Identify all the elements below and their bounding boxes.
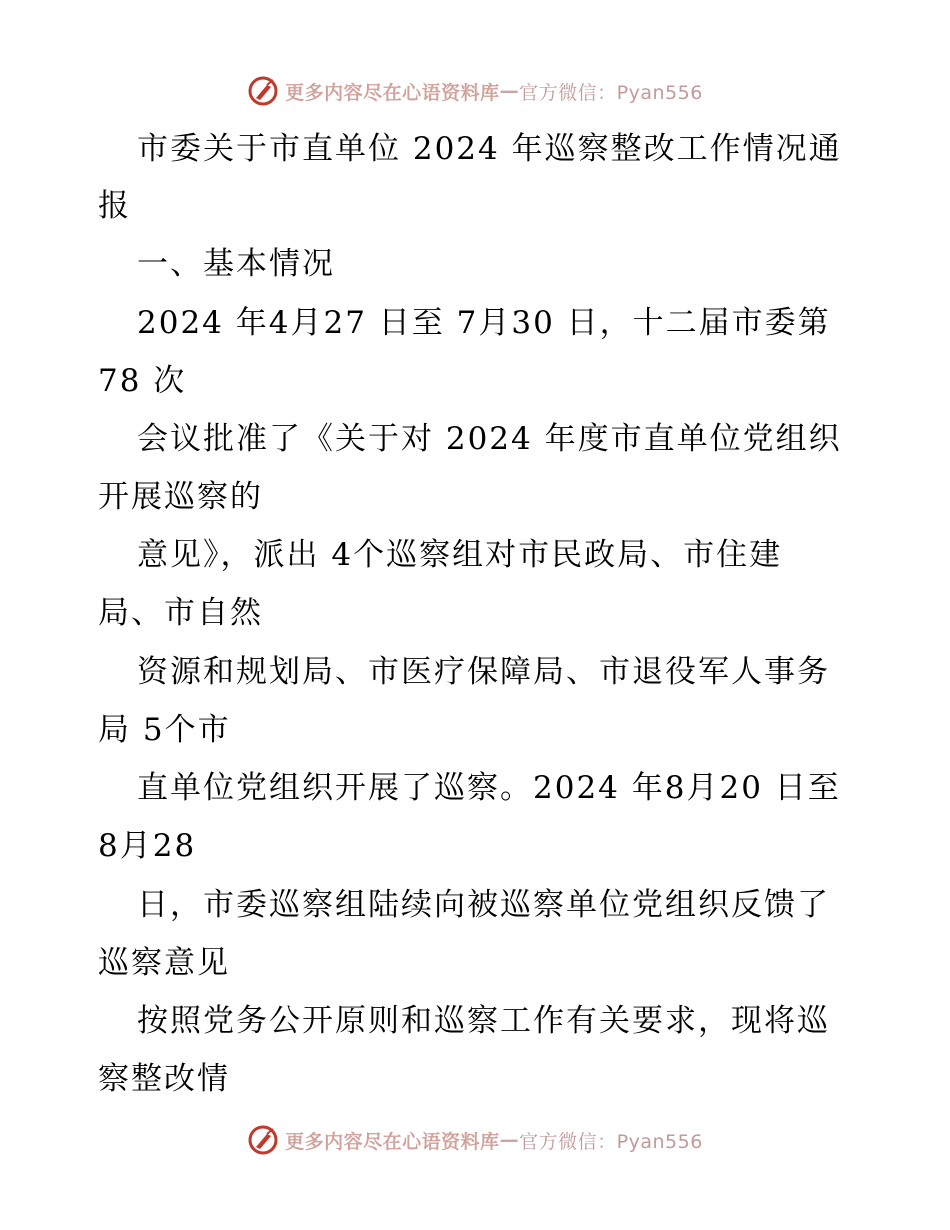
watermark-main-text: 更多内容尽在心语资料库 bbox=[285, 81, 500, 104]
doc-line: 直单位党组织开展了巡察。2024 年8月20 日至 bbox=[137, 770, 841, 806]
doc-line: 局 5个市 bbox=[98, 712, 231, 748]
doc-line: 意见》，派出 4个巡察组对市民政局、市住建 bbox=[137, 537, 783, 573]
doc-line: 察整改情 bbox=[98, 1061, 230, 1097]
doc-line: 局、市自然 bbox=[98, 595, 263, 631]
doc-title-line-1: 市委关于市直单位 2024 年巡察整改工作情况通 bbox=[137, 131, 842, 167]
doc-line: 资源和规划局、市医疗保障局、市退役军人事务 bbox=[137, 654, 830, 690]
doc-line: 78 次 bbox=[98, 363, 187, 399]
doc-line: 日，市委巡察组陆续向被巡察单位党组织反馈了 bbox=[137, 887, 830, 923]
doc-line: 按照党务公开原则和巡察工作有关要求，现将巡 bbox=[137, 1003, 830, 1039]
watermark-account-text: 官方微信：Pyan556 bbox=[519, 1130, 703, 1153]
watermark-dash: — bbox=[499, 80, 520, 102]
doc-title-line-2: 报 bbox=[98, 188, 131, 224]
doc-line: 开展巡察的 bbox=[98, 479, 263, 515]
doc-line: 巡察意见 bbox=[98, 945, 230, 981]
footer-watermark bbox=[0, 1120, 950, 1160]
watermark-account-text: 官方微信：Pyan556 bbox=[519, 81, 703, 104]
section-heading: 一、基本情况 bbox=[137, 246, 335, 282]
quill-logo-icon bbox=[247, 1124, 279, 1156]
watermark-dash: — bbox=[499, 1129, 520, 1151]
doc-line: 8月28 bbox=[98, 828, 197, 864]
watermark-main-text: 更多内容尽在心语资料库 bbox=[285, 1130, 500, 1153]
doc-line: 2024 年4月27 日至 7月30 日，十二届市委第 bbox=[137, 305, 831, 341]
doc-line: 会议批准了《关于对 2024 年度市直单位党组织 bbox=[137, 421, 842, 457]
